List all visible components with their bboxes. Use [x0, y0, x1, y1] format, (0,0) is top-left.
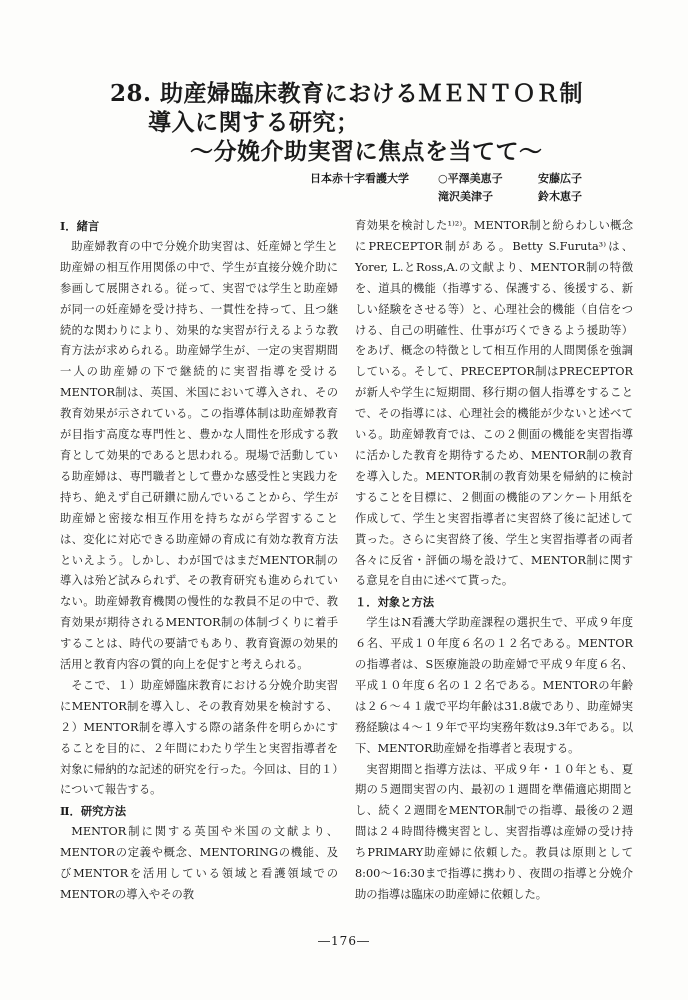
section-heading-methods: Ⅱ．研究方法: [60, 804, 127, 819]
title-line-2: 導入に関する研究；: [148, 109, 360, 136]
right-column: [355, 216, 633, 906]
page-number: ―176―: [318, 934, 370, 948]
author-block: [310, 170, 640, 206]
body-paragraph: 育効果を検討した¹⁾²⁾。MENTOR制と紛らわしい概念にPRECEPTOR制がある。Betty S.Furuta³⁾は、Yorer, L.とRoss,A.の文献より、MENTOR制の特徴を、道具的機能（指導する、保護する、後援する、新しい経験をさせる等）と、心理社会的機能（自信をつける、自己の明確性、仕事が巧くできるよう援助等）をあげ、概念の特徴として相互作用的人間関係を強調している。そして、PRECEPTOR制はPRECEPTORが新人や学生に短期間、移行期の個人指導をすることで、その指導には、心理社会的機能が少ないと述べている。助産婦教育では、この２側面の機能を実習指導に活かした教育を期待するため、MENTOR制の教育を導入した。MENTOR制の教育効果を帰納的に検討することを目標に、２側面の機能のアンケート用紙を作成して、学生と実習指導者に実習終了後に記述して貰った。さらに実習終了後、学生と実習指導者の両者各々に反省・評価の場を設けて、MENTOR制に関する意見を自由に述べて貰った。: [355, 219, 633, 588]
body-paragraph: 実習期間と指導方法は、平成９年・１０年とも、夏期の５週間実習の内、最初の１週間を準備適応期間とし、続く２週間をMENTOR制での指導、最後の２週間は２４時間待機実習とし、実習指導は産婦の受け持ちPRIMARY助産婦に依頼した。教員は原則として8:00～16:30まで指導に携わり、夜間の指導と分娩介助の指導は臨床の助産婦に依頼した。: [355, 762, 633, 901]
body-paragraph: 助産婦教育の中で分娩介助実習は、妊産婦と学生と助産婦の相互作用関係の中で、学生が直接分娩介助に参画して展開される。従って、実習では学生と助産婦が同一の妊産婦を受け持ち、一貫性を持って、且つ継続的な関わりにより、効果的な実習が行えるような教育方法が求められる。助産婦学生が、一定の実習期間一人の助産婦の下で継続的に実習指導を受けるMENTOR制は、英国、米国において導入され、その教育効果が示されている。この指導体制は助産婦教育が目指す高度な専門性と、豊かな人間性を形成する教育として効果的であると思われる。現場で活動している助産婦は、専門職者として豊かな感受性と実践力を持ち、絶えず自己研鑽に励んでいることから、学生が助産婦と密接な相互作用を持ちながら学習することは、変化に対応できる助産婦の育成に有効な教育方法といえよう。しかし、わが国ではまだMENTOR制の導入は殆ど試みられず、その教育研究も進められていない。助産婦教育機関の慢性的な教員不足の中で、教育効果が期待されるMENTOR制の体制づくりに着手することは、時代の要請でもあり、教育資源の効果的活用と教育内容の質的向上を促すと考えられる。: [60, 239, 338, 672]
affiliation: 日本赤十字看護大学: [310, 172, 409, 185]
author-name: ○平澤美恵子: [438, 172, 503, 185]
subsection-heading-subjects-methods: １．対象と方法: [355, 595, 435, 610]
author-name: 滝沢美津子: [438, 190, 493, 203]
paper-title: [110, 79, 610, 166]
body-paragraph: MENTOR制に関する英国や米国の文献より、MENTORの定義や概念、MENTORINGの機能、及びMENTORを活用している領域と看護領域でのMENTORの導入やその教: [60, 825, 338, 901]
section-heading-introduction: Ⅰ．緒言: [60, 219, 100, 233]
body-paragraph: そこで、１）助産婦臨床教育における分娩介助実習にMENTOR制を導入し、その教育効果を検討する、２）MENTOR制を導入する際の諸条件を明らかにすることを目的に、２年間にわたり学生と実習指導者を対象に帰納的な記述的研究を行った。今回は、目的１）について報告する。: [60, 678, 338, 797]
body-paragraph: 学生はN看護大学助産課程の選択生で、平成９年度６名、平成１０年度６名の１２名である。MENTORの指導者は、S医療施設の助産婦で平成９年度６名、平成１０年度６名の１２名である。MENTORの年齢は２６～４１歳で平均年齢は31.8歳であり、助産婦実務経験は４～１９年で平均実務年数は9.3年である。以下、MENTOR助産婦を指導者と表現する。: [355, 616, 633, 755]
left-column: [60, 216, 338, 906]
author-name: 安藤広子: [538, 172, 582, 185]
title-line-1: 28. 助産婦臨床教育におけるＭＥＮＴＯＲ制: [110, 80, 584, 107]
title-line-3: ～分娩介助実習に焦点を当てて～: [190, 138, 543, 165]
author-name: 鈴木恵子: [538, 190, 582, 203]
